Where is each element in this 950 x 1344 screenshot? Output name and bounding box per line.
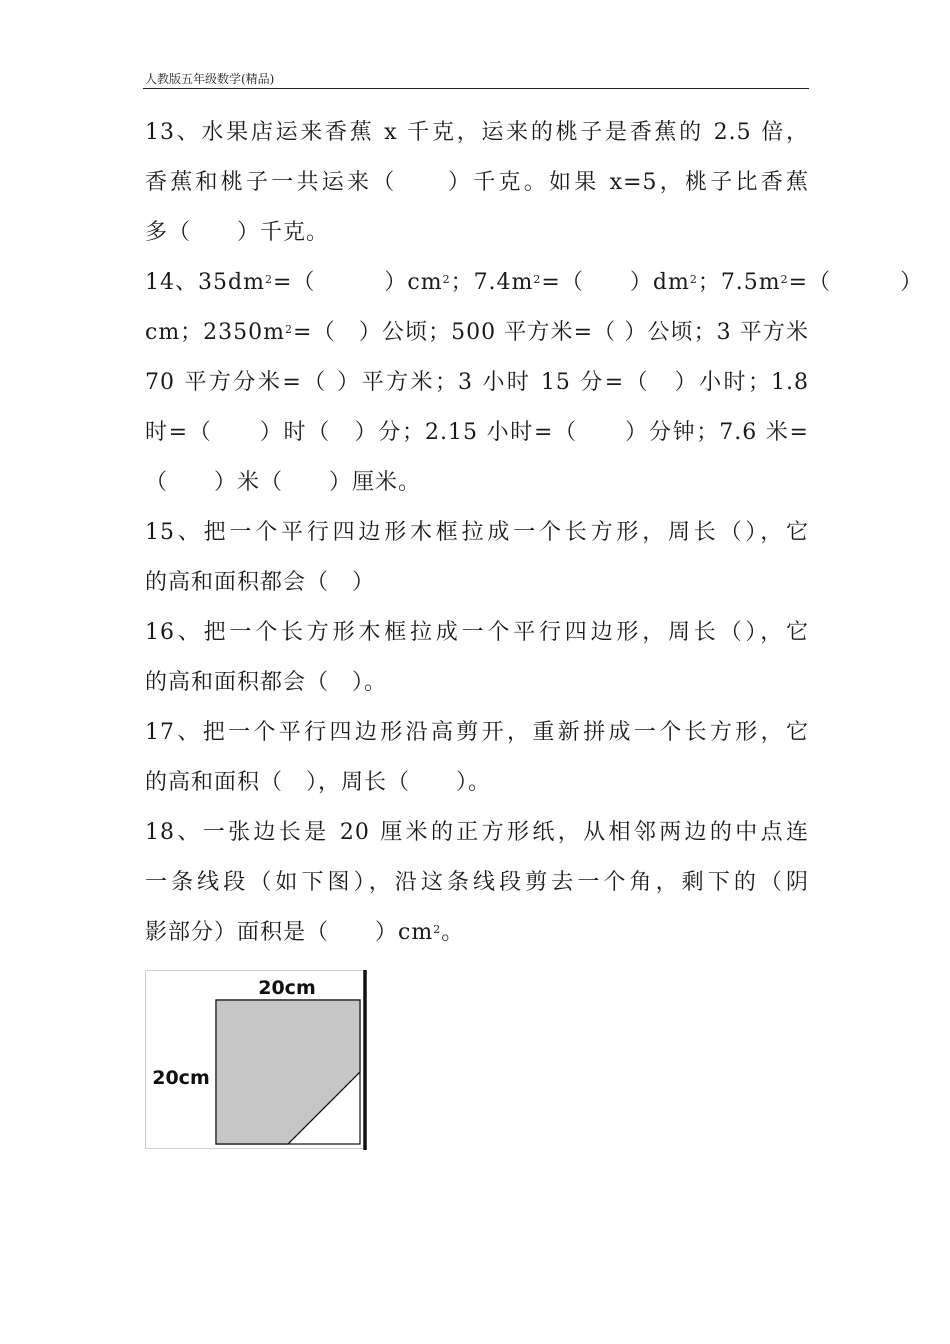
text-segment: cm；2350m — [145, 320, 286, 345]
unit-exponent: 2 — [264, 273, 273, 286]
question-line: 17、把一个平行四边形沿高剪开，重新拼成一个长方形，它 — [145, 720, 809, 745]
text-segment: ；7.5m — [697, 270, 781, 295]
question-16 — [145, 608, 809, 708]
question-14 — [145, 258, 924, 508]
unit-exponent: 2 — [689, 273, 698, 286]
question-line: （ ）米（ ）厘米。 — [145, 470, 422, 495]
text-segment: 影部分）面积是（ ）cm — [145, 920, 434, 945]
question-list — [145, 108, 924, 958]
unit-exponent: 2 — [433, 923, 442, 936]
question-line: 16、把一个长方形木框拉成一个平行四边形，周长（），它 — [145, 620, 809, 645]
top-length-label: 20cm — [258, 977, 316, 999]
question-13 — [145, 108, 809, 258]
question-line: 15、把一个平行四边形木框拉成一个长方形，周长（），它 — [145, 520, 809, 545]
unit-exponent: 2 — [285, 323, 294, 336]
text-segment: ；7.4m — [450, 270, 534, 295]
question-line: 的高和面积都会（ ） — [145, 570, 376, 595]
question-line: 的高和面积都会（ ）。 — [145, 670, 388, 695]
page-header: 人教版五年级数学(精品) — [145, 72, 275, 86]
question-line: 一条线段（如下图），沿这条线段剪去一个角，剩下的（阴 — [145, 870, 809, 895]
text-segment: =（ ）cm — [272, 270, 443, 295]
question-line: 时=（ ）时（ ）分；2.15 小时=（ ）分钟；7.6 米= — [145, 420, 809, 445]
question-line: 香蕉和桃子一共运来（ ）千克。如果 x=5，桃子比香蕉 — [145, 170, 809, 195]
text-segment: 。 — [441, 920, 465, 945]
question-line: 18、一张边长是 20 厘米的正方形纸，从相邻两边的中点连 — [145, 820, 809, 845]
question-15 — [145, 508, 809, 608]
question-line — [145, 908, 809, 958]
question-line: 13、水果店运来香蕉 x 千克，运来的桃子是香蕉的 2.5 倍， — [145, 120, 809, 145]
question-line — [145, 258, 924, 308]
question-line: 多（ ）千克。 — [145, 220, 330, 245]
question-18 — [145, 808, 809, 958]
question-line: 的高和面积（ ），周长（ ）。 — [145, 770, 492, 795]
question-17 — [145, 708, 809, 808]
left-length-label: 20cm — [152, 1067, 210, 1089]
question-line — [145, 308, 809, 358]
text-segment: =（ ）dm — [541, 270, 690, 295]
unit-exponent: 2 — [533, 273, 542, 286]
square-paper-figure — [145, 970, 369, 1150]
header-divider — [143, 88, 809, 89]
unit-exponent: 2 — [780, 273, 789, 286]
text-segment: 14、35dm — [145, 270, 265, 295]
question-line: 70 平方分米=（ ）平方米；3 小时 15 分=（ ）小时；1.8 — [145, 370, 809, 395]
text-segment: =（ ） — [788, 270, 924, 295]
unit-exponent: 2 — [442, 273, 451, 286]
text-segment: =（ ）公顷；500 平方米=（ ）公顷；3 平方米 — [293, 320, 809, 345]
